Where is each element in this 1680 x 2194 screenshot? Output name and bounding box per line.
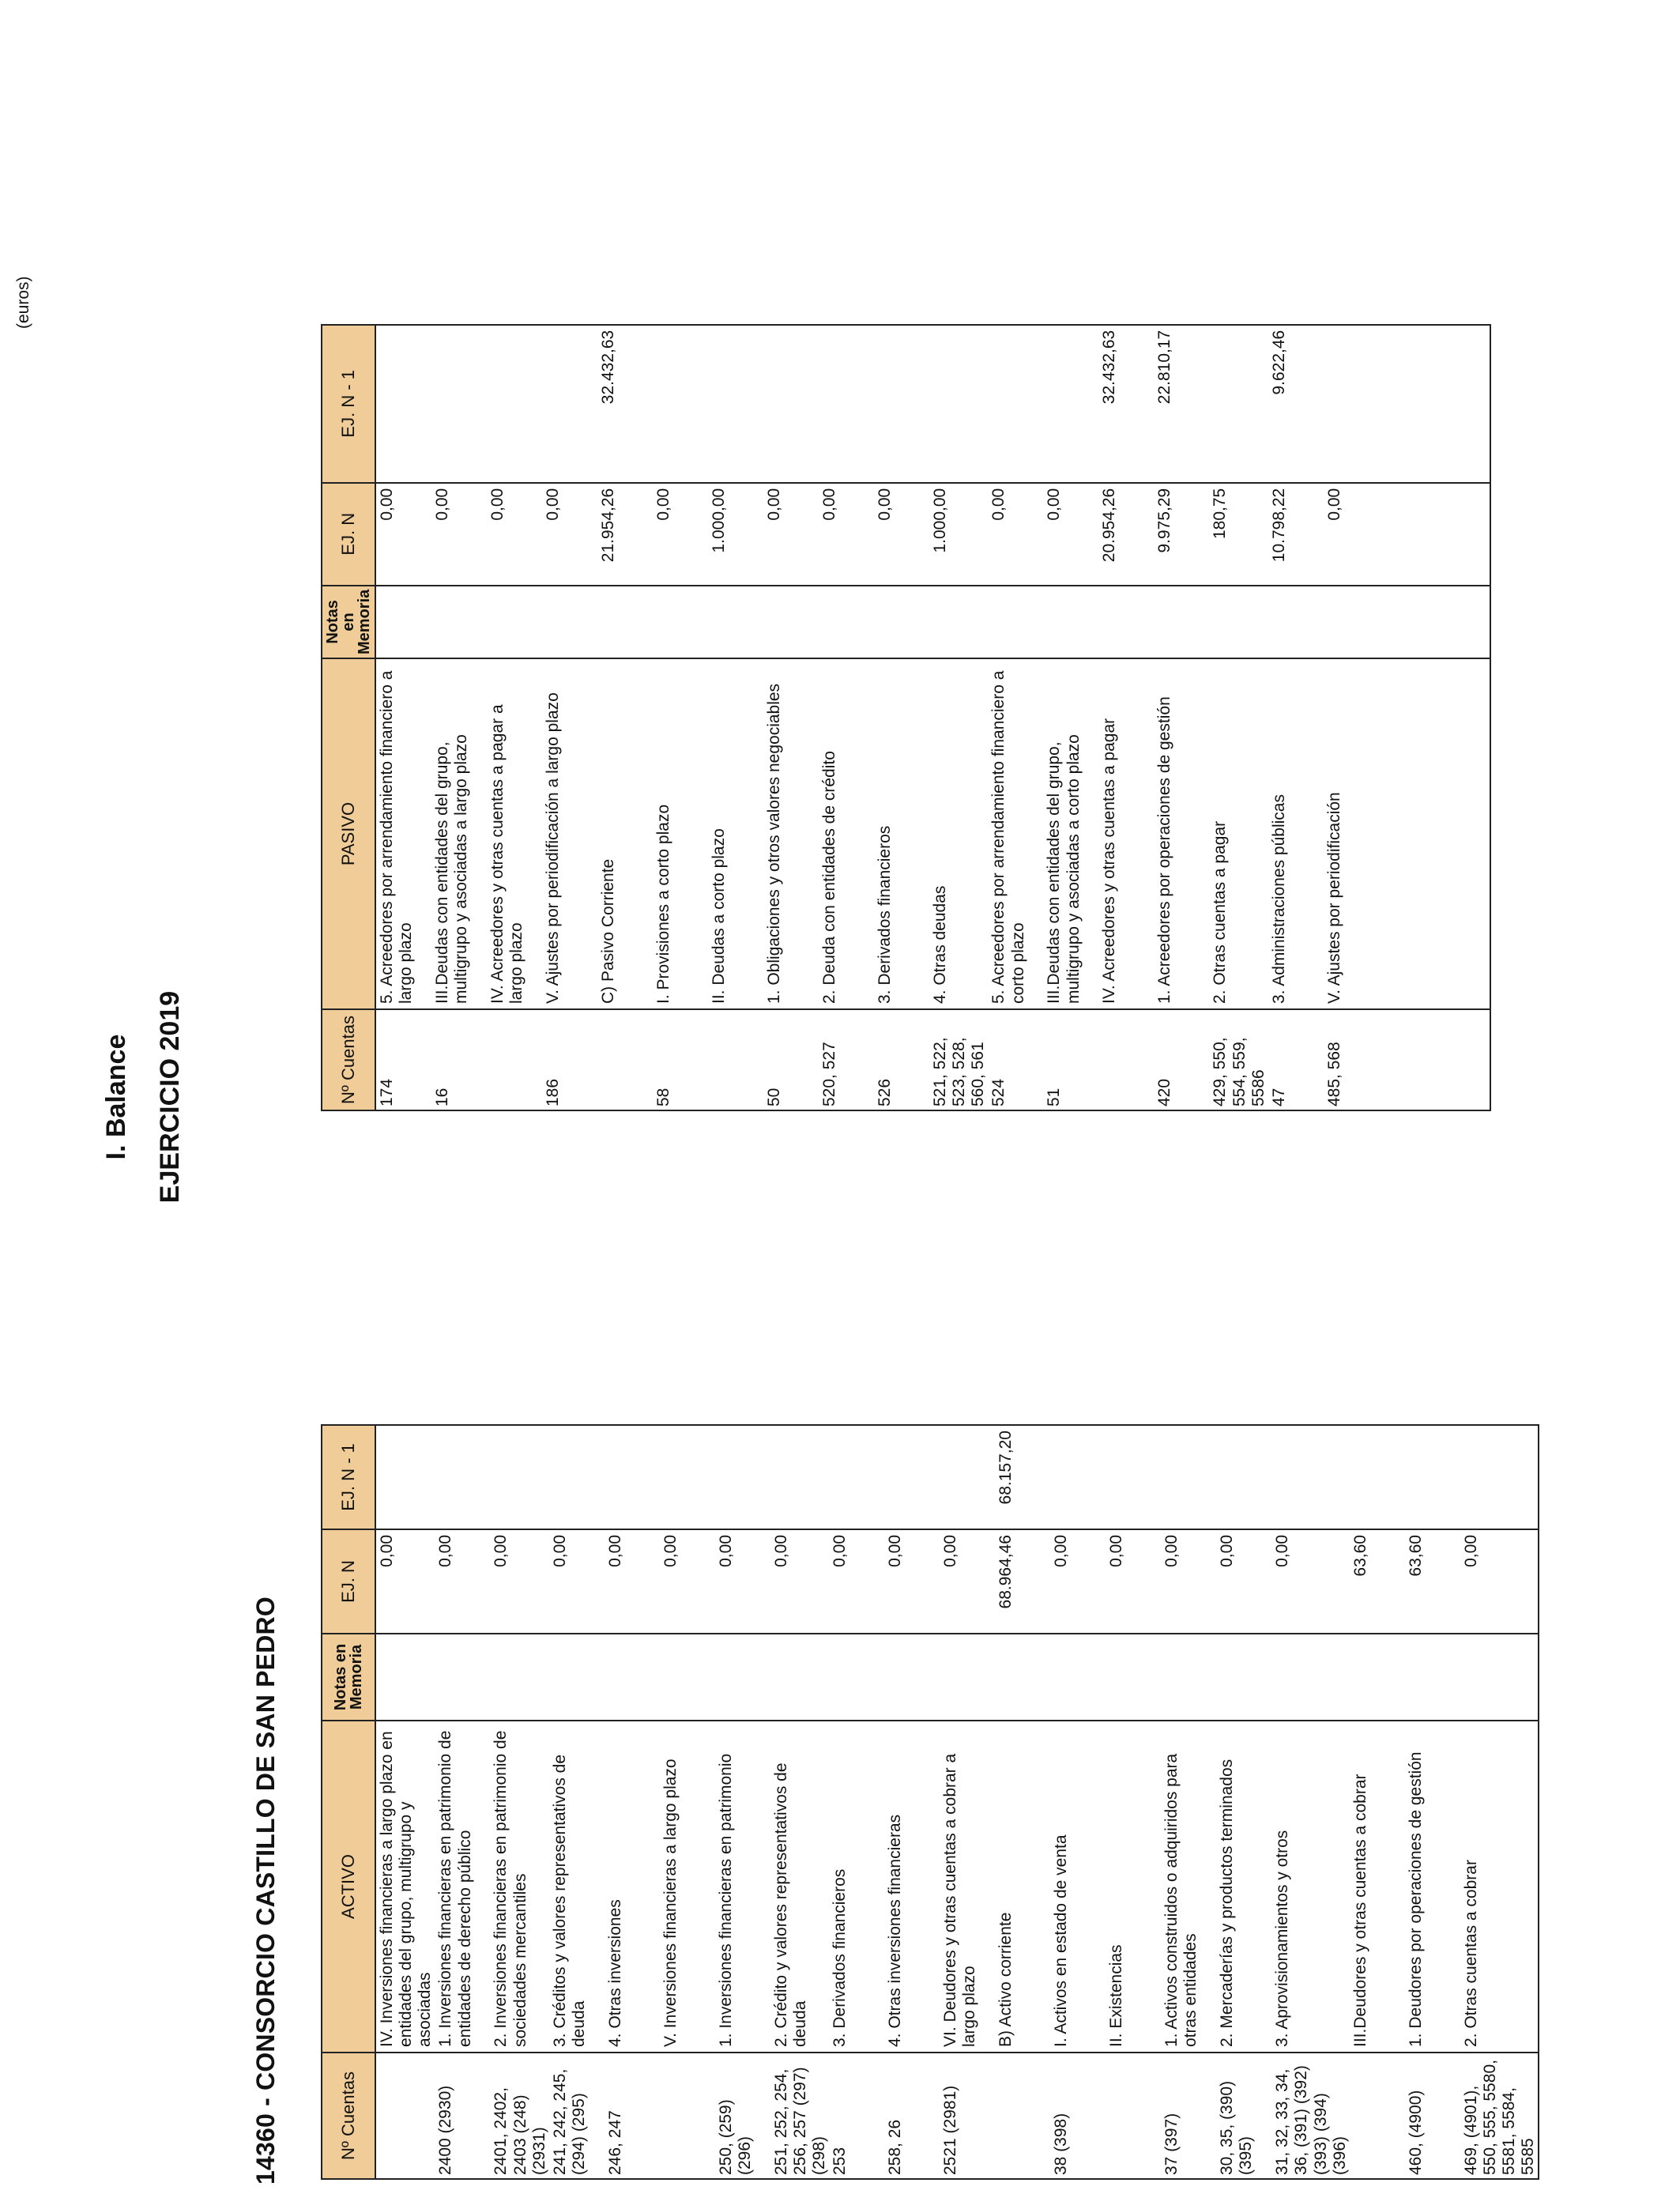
activo-cell-ejn: 0,00 — [660, 1529, 715, 1634]
pasivo-cell-cuentas: 520, 527 — [819, 1009, 874, 1110]
activo-cell-cuentas — [995, 2053, 1050, 2179]
pasivo-row — [988, 325, 1043, 1110]
activo-cell-ejn1 — [1460, 1425, 1539, 1529]
pasivo-cell-cuentas: 174 — [375, 1009, 431, 1110]
activo-cell-notas — [435, 1634, 490, 1721]
pasivo-cell-ejn: 0,00 — [542, 483, 597, 586]
activo-cell-concepto: 2. Mercaderías y productos terminados — [1216, 1721, 1271, 2053]
pasivo-row — [1154, 325, 1209, 1110]
pasivo-cell-ejn: 20.954,26 — [1098, 483, 1154, 586]
pasivo-header-ejn: EJ. N — [322, 483, 375, 586]
activo-cell-notas — [490, 1634, 548, 1721]
pasivo-cell-concepto: IV. Acreedores y otras cuentas a pagar — [1098, 658, 1154, 1009]
activo-cell-ejn1 — [435, 1425, 490, 1529]
activo-cell-ejn: 0,00 — [1460, 1529, 1539, 1634]
pasivo-cell-concepto: 2. Deuda con entidades de crédito — [819, 658, 874, 1009]
pasivo-cell-ejn: 0,00 — [1043, 483, 1098, 586]
pasivo-cell-notas — [929, 586, 988, 658]
activo-cell-ejn1 — [1106, 1425, 1161, 1529]
pasivo-cell-concepto: 5. Acreedores por arrendamiento financiero a largo plazo — [375, 658, 431, 1009]
pasivo-cell-ejn — [1379, 483, 1434, 586]
activo-cell-cuentas: 2400 (2930) — [435, 2053, 490, 2179]
activo-cell-ejn1 — [549, 1425, 605, 1529]
pasivo-row — [819, 325, 874, 1110]
pasivo-header-row — [322, 325, 375, 1110]
activo-cell-cuentas: 246, 247 — [605, 2053, 660, 2179]
pasivo-cell-ejn: 0,00 — [763, 483, 819, 586]
activo-cell-cuentas: 251, 252, 254, 256, 257 (297) (298) — [770, 2053, 829, 2179]
activo-cell-notas — [770, 1634, 829, 1721]
activo-row — [490, 1425, 548, 2179]
activo-cell-concepto: 2. Inversiones financieras en patrimonio de sociedades mercantiles — [490, 1721, 548, 2053]
activo-cell-concepto: 4. Otras inversiones — [605, 1721, 660, 2053]
pasivo-cell-ejn1 — [431, 325, 487, 483]
fiscal-year-title: EJERCICIO 2019 — [155, 990, 185, 1204]
activo-row — [940, 1425, 995, 2179]
pasivo-row — [708, 325, 763, 1110]
activo-row — [1271, 1425, 1350, 2179]
activo-cell-concepto: V. Inversiones financieras a largo plazo — [660, 1721, 715, 2053]
pasivo-cell-cuentas: 485, 568 — [1324, 1009, 1379, 1110]
activo-cell-cuentas: 30, 35, (390) (395) — [1216, 2053, 1271, 2179]
pasivo-cell-concepto: V. Ajustes por periodificación — [1324, 658, 1379, 1009]
pasivo-cell-cuentas — [1098, 1009, 1154, 1110]
pasivo-cell-concepto: 3. Derivados financieros — [874, 658, 929, 1009]
activo-row — [770, 1425, 829, 2179]
pasivo-row — [1043, 325, 1098, 1110]
activo-row — [660, 1425, 715, 2179]
pasivo-row — [1098, 325, 1154, 1110]
activo-cell-ejn1 — [884, 1425, 940, 1529]
activo-cell-concepto: 1. Inversiones financieras en patrimonio de entidades de derecho público — [435, 1721, 490, 2053]
activo-cell-ejn1 — [605, 1425, 660, 1529]
pasivo-cell-ejn: 0,00 — [1324, 483, 1379, 586]
pasivo-cell-notas — [1379, 586, 1434, 658]
activo-cell-ejn1 — [770, 1425, 829, 1529]
activo-cell-cuentas: 241, 242, 245, (294) (295) — [549, 2053, 605, 2179]
pasivo-cell-cuentas: 429, 550, 554, 559, 5586 — [1209, 1009, 1268, 1110]
pasivo-cell-concepto: III.Deudas con entidades del grupo, multigrupo y asociadas a corto plazo — [1043, 658, 1098, 1009]
activo-cell-concepto: I. Activos en estado de venta — [1050, 1721, 1106, 2053]
activo-cell-notas — [1050, 1634, 1106, 1721]
activo-cell-notas — [884, 1634, 940, 1721]
pasivo-cell-ejn1 — [763, 325, 819, 483]
pasivo-cell-ejn1 — [653, 325, 708, 483]
pasivo-cell-cuentas: 58 — [653, 1009, 708, 1110]
activo-cell-ejn1 — [940, 1425, 995, 1529]
activo-cell-cuentas: 258, 26 — [884, 2053, 940, 2179]
pasivo-cell-ejn1 — [708, 325, 763, 483]
pasivo-row — [929, 325, 988, 1110]
activo-cell-notas — [1106, 1634, 1161, 1721]
activo-header-ejn: EJ. N — [322, 1529, 375, 1634]
pasivo-cell-concepto: C) Pasivo Corriente — [597, 658, 653, 1009]
activo-cell-notas — [375, 1634, 435, 1721]
pasivo-header-notas: Notas en Memoria — [322, 586, 375, 658]
activo-cell-notas — [1161, 1634, 1216, 1721]
activo-cell-notas — [1460, 1634, 1539, 1721]
activo-cell-concepto: III.Deudores y otras cuentas a cobrar — [1350, 1721, 1405, 2053]
pasivo-cell-notas — [542, 586, 597, 658]
pasivo-cell-ejn1 — [1434, 325, 1490, 483]
pasivo-cell-cuentas: 526 — [874, 1009, 929, 1110]
pasivo-row — [597, 325, 653, 1110]
pasivo-header-ejn1: EJ. N - 1 — [322, 325, 375, 483]
pasivo-cell-ejn: 10.798,22 — [1268, 483, 1324, 586]
activo-cell-ejn1 — [490, 1425, 548, 1529]
activo-cell-ejn: 0,00 — [549, 1529, 605, 1634]
activo-cell-notas — [549, 1634, 605, 1721]
pasivo-cell-cuentas — [597, 1009, 653, 1110]
pasivo-row — [1324, 325, 1379, 1110]
pasivo-cell-cuentas: 16 — [431, 1009, 487, 1110]
activo-cell-concepto: 3. Aprovisionamientos y otros — [1271, 1721, 1350, 2053]
pasivo-cell-cuentas: 47 — [1268, 1009, 1324, 1110]
pasivo-cell-ejn: 0,00 — [653, 483, 708, 586]
pasivo-cell-cuentas: 521, 522, 523, 528, 560, 561 — [929, 1009, 988, 1110]
activo-cell-ejn1 — [1350, 1425, 1405, 1529]
activo-cell-concepto: 1. Inversiones financieras en patrimonio — [715, 1721, 770, 2053]
pasivo-row — [763, 325, 819, 1110]
activo-cell-notas — [660, 1634, 715, 1721]
activo-row — [1216, 1425, 1271, 2179]
pasivo-cell-cuentas: 50 — [763, 1009, 819, 1110]
activo-row — [1050, 1425, 1106, 2179]
pasivo-cell-concepto — [1379, 658, 1434, 1009]
activo-cell-ejn: 0,00 — [1106, 1529, 1161, 1634]
pasivo-cell-ejn: 0,00 — [988, 483, 1043, 586]
activo-cell-ejn: 0,00 — [770, 1529, 829, 1634]
page-title: I. Balance — [101, 1034, 131, 1160]
activo-header-concepto: ACTIVO — [322, 1721, 375, 2053]
pasivo-cell-concepto: 3. Administraciones públicas — [1268, 658, 1324, 1009]
pasivo-cell-cuentas: 186 — [542, 1009, 597, 1110]
activo-cell-ejn: 0,00 — [715, 1529, 770, 1634]
pasivo-cell-concepto: III.Deudas con entidades del grupo, multigrupo y asociadas a largo plazo — [431, 658, 487, 1009]
pasivo-cell-notas — [1434, 586, 1490, 658]
pasivo-cell-cuentas — [1434, 1009, 1490, 1110]
pasivo-cell-notas — [988, 586, 1043, 658]
pasivo-cell-cuentas — [1379, 1009, 1434, 1110]
pasivo-cell-concepto: IV. Acreedores y otras cuentas a pagar a largo plazo — [487, 658, 542, 1009]
activo-header-cuentas: Nº Cuentas — [322, 2053, 375, 2179]
pasivo-table — [321, 324, 1491, 1111]
activo-cell-ejn: 0,00 — [829, 1529, 884, 1634]
activo-cell-cuentas — [1106, 2053, 1161, 2179]
pasivo-cell-ejn: 0,00 — [819, 483, 874, 586]
pasivo-cell-notas — [1043, 586, 1098, 658]
activo-cell-ejn: 0,00 — [435, 1529, 490, 1634]
pasivo-cell-ejn: 9.975,29 — [1154, 483, 1209, 586]
activo-cell-notas — [715, 1634, 770, 1721]
pasivo-cell-notas — [1268, 586, 1324, 658]
pasivo-cell-cuentas — [708, 1009, 763, 1110]
pasivo-cell-ejn1 — [1209, 325, 1268, 483]
pasivo-row — [375, 325, 431, 1110]
activo-cell-notas — [1216, 1634, 1271, 1721]
pasivo-cell-ejn: 0,00 — [375, 483, 431, 586]
activo-cell-concepto: B) Activo corriente — [995, 1721, 1050, 2053]
pasivo-cell-notas — [1098, 586, 1154, 658]
activo-cell-ejn1 — [829, 1425, 884, 1529]
pasivo-cell-ejn1 — [375, 325, 431, 483]
pasivo-cell-ejn1 — [542, 325, 597, 483]
pasivo-cell-cuentas: 524 — [988, 1009, 1043, 1110]
activo-row — [1106, 1425, 1161, 2179]
pasivo-header-concepto: PASIVO — [322, 658, 375, 1009]
pasivo-cell-ejn1 — [1379, 325, 1434, 483]
activo-cell-ejn: 63,60 — [1405, 1529, 1460, 1634]
activo-cell-ejn1 — [715, 1425, 770, 1529]
pasivo-row — [1434, 325, 1490, 1110]
activo-cell-notas — [1271, 1634, 1350, 1721]
pasivo-cell-ejn1 — [929, 325, 988, 483]
activo-row — [605, 1425, 660, 2179]
activo-cell-ejn1 — [660, 1425, 715, 1529]
activo-cell-concepto: 1. Activos construidos o adquiridos para otras entidades — [1161, 1721, 1216, 2053]
activo-row — [549, 1425, 605, 2179]
activo-cell-concepto: 1. Deudores por operaciones de gestión — [1405, 1721, 1460, 2053]
pasivo-cell-notas — [375, 586, 431, 658]
pasivo-cell-ejn1: 32.432,63 — [1098, 325, 1154, 483]
entity-name: 14360 - CONSORCIO CASTILLO DE SAN PEDRO — [251, 1596, 280, 2185]
pasivo-cell-ejn1: 22.810,17 — [1154, 325, 1209, 483]
pasivo-row — [431, 325, 487, 1110]
activo-cell-ejn: 0,00 — [940, 1529, 995, 1634]
pasivo-header-cuentas: Nº Cuentas — [322, 1009, 375, 1110]
pasivo-cell-concepto: I. Provisiones a corto plazo — [653, 658, 708, 1009]
activo-cell-ejn1 — [1405, 1425, 1460, 1529]
pasivo-row — [653, 325, 708, 1110]
pasivo-cell-notas — [487, 586, 542, 658]
activo-cell-ejn: 0,00 — [1050, 1529, 1106, 1634]
pasivo-cell-concepto: 1. Acreedores por operaciones de gestión — [1154, 658, 1209, 1009]
pasivo-row — [874, 325, 929, 1110]
units-label: (euros) — [14, 276, 32, 329]
activo-cell-cuentas: 38 (398) — [1050, 2053, 1106, 2179]
pasivo-cell-concepto: II. Deudas a corto plazo — [708, 658, 763, 1009]
activo-row — [1460, 1425, 1539, 2179]
activo-cell-concepto: 3. Créditos y valores representativos de deuda — [549, 1721, 605, 2053]
activo-cell-cuentas: 2401, 2402, 2403 (248) (2931) — [490, 2053, 548, 2179]
activo-row — [1161, 1425, 1216, 2179]
pasivo-cell-notas — [653, 586, 708, 658]
pasivo-cell-notas — [431, 586, 487, 658]
activo-cell-concepto: 2. Otras cuentas a cobrar — [1460, 1721, 1539, 2053]
pasivo-cell-cuentas: 51 — [1043, 1009, 1098, 1110]
pasivo-cell-concepto: 5. Acreedores por arrendamiento financiero a corto plazo — [988, 658, 1043, 1009]
pasivo-cell-ejn1: 9.622,46 — [1268, 325, 1324, 483]
activo-cell-ejn1 — [1216, 1425, 1271, 1529]
activo-cell-ejn: 0,00 — [375, 1529, 435, 1634]
pasivo-row — [1379, 325, 1434, 1110]
activo-row — [884, 1425, 940, 2179]
activo-cell-ejn1 — [1050, 1425, 1106, 1529]
pasivo-cell-ejn: 0,00 — [431, 483, 487, 586]
activo-table — [321, 1424, 1539, 2180]
activo-cell-notas — [1405, 1634, 1460, 1721]
activo-cell-notas — [1350, 1634, 1405, 1721]
pasivo-cell-ejn: 1.000,00 — [929, 483, 988, 586]
pasivo-cell-ejn: 21.954,26 — [597, 483, 653, 586]
pasivo-cell-concepto: 2. Otras cuentas a pagar — [1209, 658, 1268, 1009]
activo-header-ejn1: EJ. N - 1 — [322, 1425, 375, 1529]
activo-cell-ejn1 — [1161, 1425, 1216, 1529]
activo-cell-cuentas: 250, (259) (296) — [715, 2053, 770, 2179]
activo-cell-ejn: 0,00 — [1216, 1529, 1271, 1634]
pasivo-cell-ejn — [1434, 483, 1490, 586]
pasivo-cell-concepto: V. Ajustes por periodificación a largo plazo — [542, 658, 597, 1009]
activo-cell-ejn1 — [1271, 1425, 1350, 1529]
pasivo-cell-notas — [874, 586, 929, 658]
activo-cell-concepto: II. Existencias — [1106, 1721, 1161, 2053]
pasivo-cell-ejn: 1.000,00 — [708, 483, 763, 586]
activo-cell-cuentas — [375, 2053, 435, 2179]
activo-cell-ejn: 63,60 — [1350, 1529, 1405, 1634]
pasivo-cell-ejn1 — [487, 325, 542, 483]
activo-cell-ejn1: 68.157,20 — [995, 1425, 1050, 1529]
pasivo-cell-concepto: 1. Obligaciones y otros valores negociables — [763, 658, 819, 1009]
pasivo-cell-ejn: 180,75 — [1209, 483, 1268, 586]
pasivo-cell-notas — [1324, 586, 1379, 658]
activo-cell-ejn: 0,00 — [884, 1529, 940, 1634]
activo-cell-cuentas: 253 — [829, 2053, 884, 2179]
activo-cell-ejn1 — [375, 1425, 435, 1529]
activo-cell-cuentas — [660, 2053, 715, 2179]
pasivo-cell-notas — [708, 586, 763, 658]
activo-cell-cuentas: 31, 32, 33, 34, 36, (391) (392) (393) (394) (396) — [1271, 2053, 1350, 2179]
activo-row — [375, 1425, 435, 2179]
pasivo-cell-notas — [1209, 586, 1268, 658]
activo-cell-ejn: 0,00 — [605, 1529, 660, 1634]
pasivo-cell-ejn: 0,00 — [487, 483, 542, 586]
pasivo-cell-ejn1 — [874, 325, 929, 483]
pasivo-cell-ejn: 0,00 — [874, 483, 929, 586]
activo-row — [715, 1425, 770, 2179]
activo-header-notas: Notas en Memoria — [322, 1634, 375, 1721]
activo-row — [435, 1425, 490, 2179]
pasivo-cell-notas — [819, 586, 874, 658]
pasivo-row — [1209, 325, 1268, 1110]
pasivo-cell-ejn1: 32.432,63 — [597, 325, 653, 483]
activo-header-row — [322, 1425, 375, 2179]
pasivo-row — [542, 325, 597, 1110]
activo-cell-cuentas — [1350, 2053, 1405, 2179]
pasivo-cell-ejn1 — [1043, 325, 1098, 483]
activo-cell-cuentas: 460, (4900) — [1405, 2053, 1460, 2179]
pasivo-cell-ejn1 — [819, 325, 874, 483]
pasivo-row — [1268, 325, 1324, 1110]
activo-row — [829, 1425, 884, 2179]
pasivo-cell-ejn1 — [988, 325, 1043, 483]
activo-cell-notas — [605, 1634, 660, 1721]
pasivo-cell-cuentas — [487, 1009, 542, 1110]
pasivo-cell-notas — [1154, 586, 1209, 658]
activo-cell-notas — [829, 1634, 884, 1721]
pasivo-cell-concepto — [1434, 658, 1490, 1009]
activo-row — [1405, 1425, 1460, 2179]
pasivo-cell-notas — [597, 586, 653, 658]
pasivo-cell-concepto: 4. Otras deudas — [929, 658, 988, 1009]
activo-cell-ejn: 0,00 — [490, 1529, 548, 1634]
activo-cell-cuentas: 37 (397) — [1161, 2053, 1216, 2179]
activo-cell-concepto: IV. Inversiones financieras a largo plazo en entidades del grupo, multigrupo y asociadas — [375, 1721, 435, 2053]
activo-cell-notas — [995, 1634, 1050, 1721]
pasivo-cell-ejn1 — [1324, 325, 1379, 483]
activo-cell-concepto: 4. Otras inversiones financieras — [884, 1721, 940, 2053]
activo-cell-ejn: 0,00 — [1271, 1529, 1350, 1634]
activo-cell-ejn: 0,00 — [1161, 1529, 1216, 1634]
pasivo-cell-cuentas: 420 — [1154, 1009, 1209, 1110]
activo-cell-notas — [940, 1634, 995, 1721]
activo-cell-concepto: 3. Derivados financieros — [829, 1721, 884, 2053]
activo-row — [1350, 1425, 1405, 2179]
activo-cell-concepto: VI. Deudores y otras cuentas a cobrar a largo plazo — [940, 1721, 995, 2053]
activo-cell-ejn: 68.964,46 — [995, 1529, 1050, 1634]
pasivo-cell-notas — [763, 586, 819, 658]
pasivo-row — [487, 325, 542, 1110]
activo-cell-concepto: 2. Crédito y valores representativos de deuda — [770, 1721, 829, 2053]
activo-row — [995, 1425, 1050, 2179]
activo-cell-cuentas: 469, (4901), 550, 555, 5580, 5581, 5584, 5585 — [1460, 2053, 1539, 2179]
activo-cell-cuentas: 2521 (2981) — [940, 2053, 995, 2179]
